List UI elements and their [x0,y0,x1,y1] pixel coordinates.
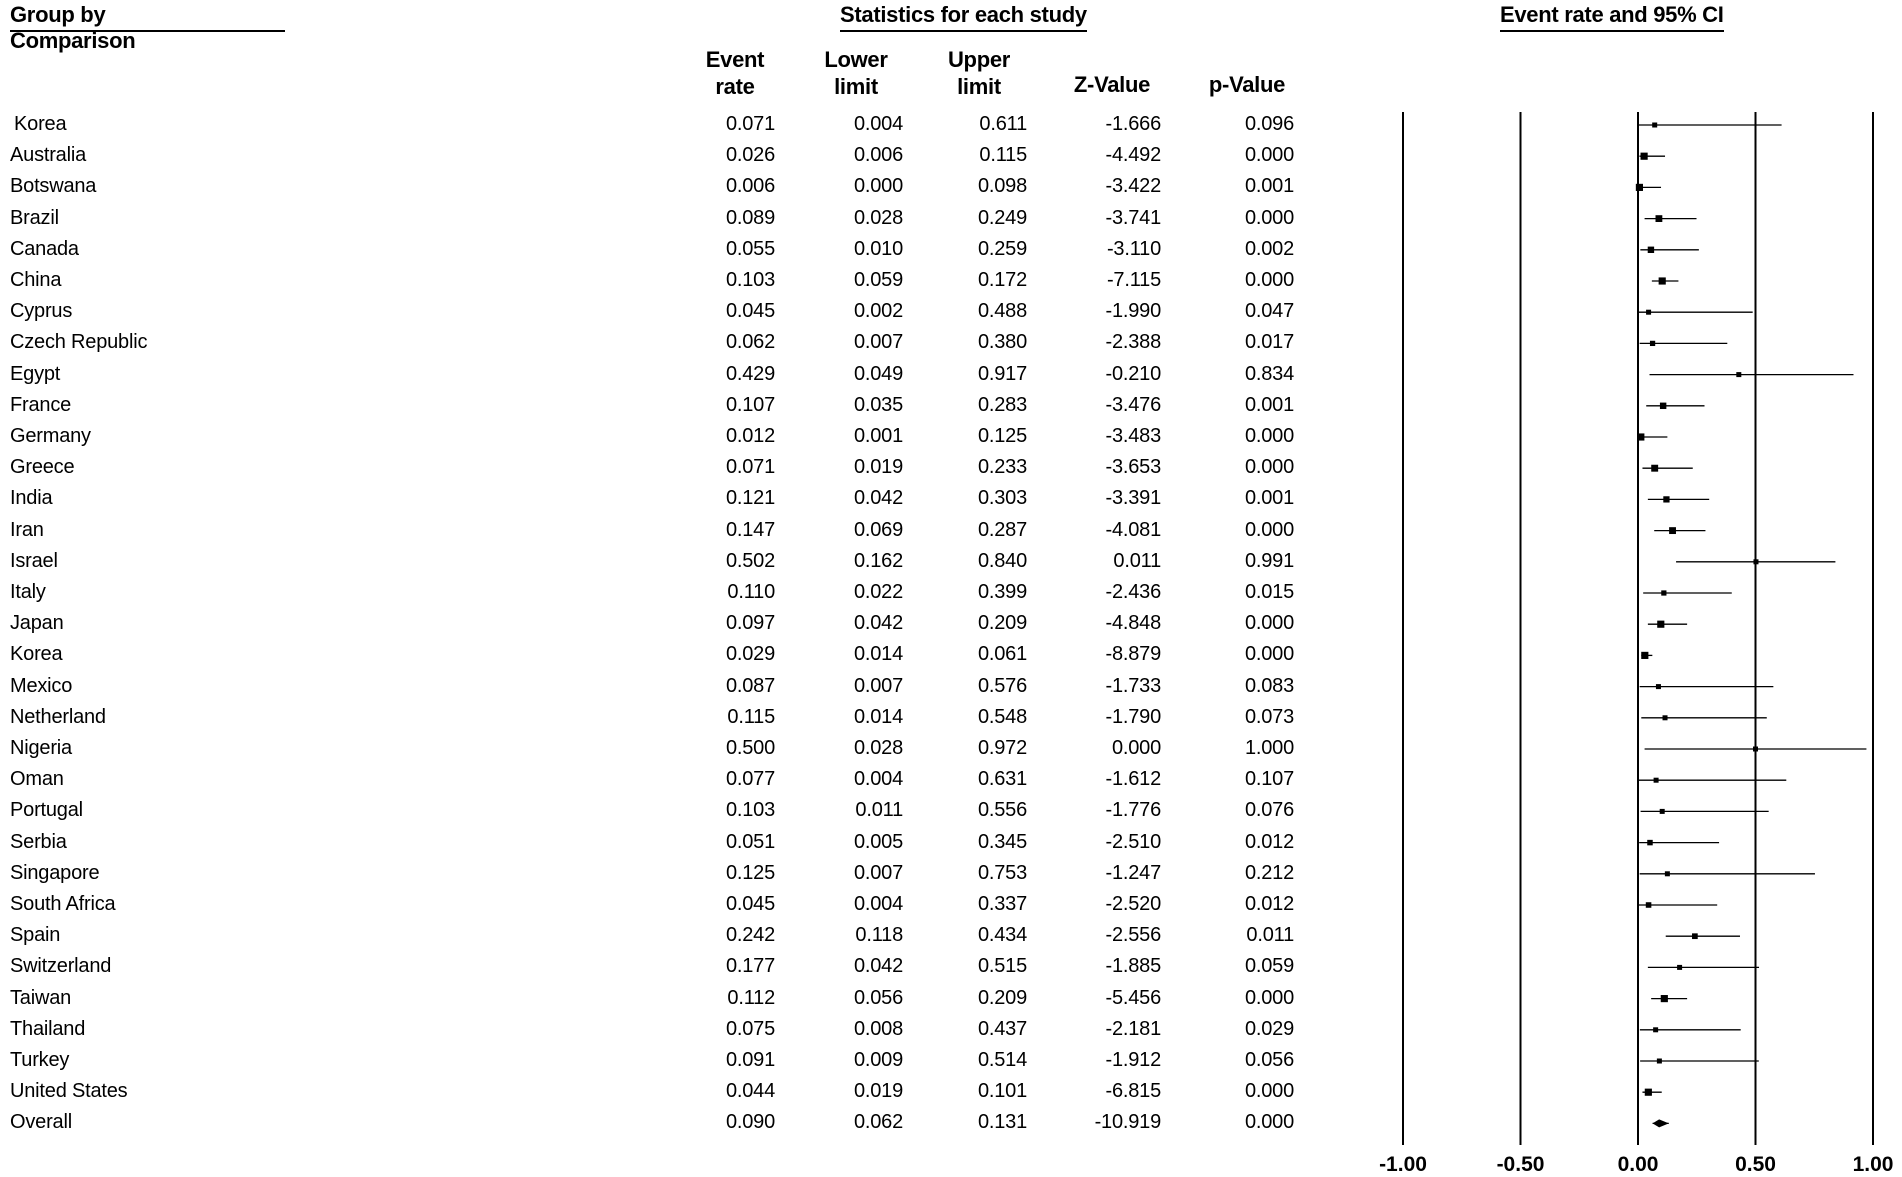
row-p-value: 0.991 [1244,549,1294,572]
row-label: Nigeria [10,737,72,759]
point-estimate [1636,184,1643,191]
row-event-rate: 0.112 [727,986,775,1009]
row-lower-limit: 0.010 [853,237,903,260]
row-upper-limit: 0.917 [977,362,1027,385]
row-p-value: 0.000 [1244,456,1294,479]
point-estimate [1651,465,1658,472]
row-upper-limit: 0.399 [977,581,1027,603]
column-header-line: rate [715,74,755,99]
column-header-line: limit [834,74,878,99]
row-label: China [10,269,62,291]
row-p-value: 0.011 [1246,924,1294,947]
row-p-value: 0.000 [1244,269,1294,291]
row-z-value: 0.011 [1113,549,1161,572]
stats-title: Statistics for each study [840,2,1087,32]
row-p-value: 0.001 [1244,393,1294,416]
group-by-header: Group by [10,2,285,32]
row-z-value: -2.556 [1105,924,1161,947]
row-event-rate: 0.055 [725,237,775,260]
point-estimate [1659,277,1666,284]
row-p-value: 0.000 [1244,425,1294,447]
row-lower-limit: 0.059 [853,269,903,291]
row-upper-limit: 0.380 [977,331,1027,354]
point-estimate [1665,871,1670,876]
row-label: Cyprus [10,300,73,323]
row-lower-limit: 0.022 [853,581,903,603]
row-label: Portugal [10,799,83,822]
row-label: Japan [10,612,64,635]
row-label: Mexico [10,674,73,697]
row-event-rate: 0.502 [725,549,775,572]
row-lower-limit: 0.014 [853,643,903,666]
ci-title: Event rate and 95% CI [1500,2,1724,32]
row-z-value: -3.483 [1105,425,1161,447]
point-estimate [1677,965,1682,970]
row-event-rate: 0.103 [725,799,775,822]
column-header-line: Event [705,47,765,72]
row-lower-limit: 0.042 [853,487,903,510]
row-p-value: 0.029 [1244,1017,1294,1040]
row-upper-limit: 0.753 [977,861,1027,884]
row-lower-limit: 0.008 [853,1017,903,1040]
point-estimate [1663,715,1668,720]
row-lower-limit: 0.004 [853,113,903,135]
row-label: Iran [10,518,44,541]
row-label: Turkey [10,1049,70,1071]
row-p-value: 0.001 [1244,175,1294,198]
row-upper-limit: 0.548 [977,705,1027,728]
comparison-header: Comparison [10,28,136,53]
row-upper-limit: 0.434 [977,924,1027,947]
row-p-value: 0.107 [1244,768,1294,791]
row-p-value: 0.096 [1244,113,1294,135]
row-lower-limit: 0.162 [853,549,903,572]
point-estimate [1663,496,1669,502]
row-z-value: 0.000 [1111,737,1161,759]
point-estimate [1647,840,1652,845]
row-z-value: -2.520 [1105,893,1161,915]
row-p-value: 0.012 [1244,893,1294,915]
row-label: India [10,487,53,510]
row-p-value: 0.000 [1244,643,1294,666]
row-event-rate: 0.062 [725,331,775,354]
overall-diamond [1653,1119,1669,1127]
row-lower-limit: 0.028 [853,206,903,229]
row-z-value: -3.476 [1105,393,1161,416]
row-z-value: -5.456 [1105,986,1161,1009]
row-upper-limit: 0.345 [977,830,1027,853]
row-upper-limit: 0.131 [977,1111,1027,1134]
row-event-rate: 0.051 [725,830,775,853]
row-p-value: 0.002 [1244,237,1294,260]
row-z-value: -2.510 [1105,830,1161,853]
row-upper-limit: 0.840 [977,549,1027,572]
row-upper-limit: 0.101 [977,1080,1027,1103]
row-upper-limit: 0.209 [977,612,1027,635]
row-upper-limit: 0.337 [977,893,1027,915]
point-estimate [1656,215,1663,222]
point-estimate [1692,933,1698,939]
row-lower-limit: 0.011 [855,799,903,822]
point-estimate [1736,372,1741,377]
row-event-rate: 0.500 [725,737,775,759]
row-lower-limit: 0.118 [855,924,903,947]
row-label: Thailand [10,1017,86,1040]
row-event-rate: 0.075 [725,1017,775,1040]
row-lower-limit: 0.014 [853,705,903,728]
row-lower-limit: 0.002 [853,300,903,323]
point-estimate [1660,403,1666,409]
row-upper-limit: 0.125 [977,425,1027,447]
row-event-rate: 0.107 [725,393,775,416]
row-lower-limit: 0.007 [853,674,903,697]
point-estimate [1669,527,1676,534]
row-label: United States [10,1080,128,1103]
row-upper-limit: 0.437 [977,1017,1027,1040]
row-z-value: -1.776 [1105,799,1161,822]
row-z-value: -1.990 [1105,300,1161,323]
row-label: Botswana [10,175,97,198]
point-estimate [1646,310,1651,315]
row-z-value: -10.919 [1094,1111,1161,1134]
row-event-rate: 0.045 [725,300,775,323]
row-z-value: -1.885 [1105,955,1161,978]
row-upper-limit: 0.972 [977,737,1027,759]
point-estimate [1646,902,1652,908]
point-estimate [1641,153,1648,160]
row-p-value: 0.076 [1244,799,1294,822]
row-event-rate: 0.026 [725,144,775,167]
row-z-value: -1.612 [1105,768,1161,791]
row-lower-limit: 0.004 [853,893,903,915]
row-upper-limit: 0.515 [977,955,1027,978]
row-lower-limit: 0.019 [853,456,903,479]
row-lower-limit: 0.005 [853,830,903,853]
row-p-value: 0.000 [1244,206,1294,229]
row-p-value: 0.059 [1244,955,1294,978]
row-event-rate: 0.071 [725,113,775,135]
row-event-rate: 0.177 [725,955,775,978]
row-lower-limit: 0.001 [853,425,903,447]
row-p-value: 0.056 [1244,1049,1294,1071]
point-estimate [1753,747,1758,752]
row-event-rate: 0.012 [725,425,775,447]
row-lower-limit: 0.028 [853,737,903,759]
row-event-rate: 0.147 [725,518,775,541]
row-p-value: 0.000 [1244,1111,1294,1134]
row-z-value: -2.181 [1105,1017,1161,1040]
row-label: France [10,393,72,416]
row-upper-limit: 0.098 [977,175,1027,198]
row-z-value: -1.247 [1105,861,1161,884]
row-label: South Africa [10,893,116,915]
point-estimate [1661,590,1666,595]
row-label: Australia [10,144,87,167]
row-upper-limit: 0.488 [977,300,1027,323]
row-upper-limit: 0.611 [979,113,1027,135]
row-z-value: -3.741 [1105,206,1161,229]
row-z-value: -0.210 [1105,362,1161,385]
row-p-value: 0.212 [1244,861,1294,884]
row-event-rate: 0.115 [727,705,775,728]
point-estimate [1650,341,1655,346]
row-label: Overall [10,1111,72,1134]
row-event-rate: 0.077 [725,768,775,791]
row-label: Italy [10,581,46,603]
row-label: Spain [10,924,61,947]
row-upper-limit: 0.283 [977,393,1027,416]
row-z-value: -2.388 [1105,331,1161,354]
point-estimate [1641,652,1648,659]
row-z-value: -4.492 [1105,144,1161,167]
point-estimate [1660,809,1665,814]
row-upper-limit: 0.287 [977,518,1027,541]
column-header-line: Z-Value [1073,72,1151,97]
row-z-value: -1.666 [1105,113,1161,135]
row-upper-limit: 0.303 [977,487,1027,510]
row-label: Greece [10,456,75,479]
row-p-value: 0.073 [1244,705,1294,728]
row-upper-limit: 0.556 [977,799,1027,822]
row-z-value: -3.422 [1105,175,1161,198]
row-p-value: 0.017 [1244,331,1294,354]
row-p-value: 0.000 [1244,518,1294,541]
point-estimate [1661,995,1668,1002]
point-estimate [1645,1089,1652,1096]
row-label: Egypt [10,362,61,385]
row-lower-limit: 0.069 [853,518,903,541]
row-upper-limit: 0.061 [977,643,1027,666]
x-tick-label: -0.50 [1496,1153,1545,1176]
row-p-value: 0.012 [1244,830,1294,853]
row-z-value: -1.790 [1105,705,1161,728]
point-estimate [1656,684,1661,689]
row-z-value: -2.436 [1105,581,1161,603]
row-lower-limit: 0.007 [853,861,903,884]
row-lower-limit: 0.009 [853,1049,903,1071]
row-p-value: 1.000 [1244,737,1294,759]
row-lower-limit: 0.035 [853,393,903,416]
row-p-value: 0.000 [1244,1080,1294,1103]
row-lower-limit: 0.000 [853,175,903,198]
row-event-rate: 0.125 [725,861,775,884]
row-lower-limit: 0.042 [853,955,903,978]
row-z-value: -6.815 [1105,1080,1161,1103]
row-lower-limit: 0.007 [853,331,903,354]
point-estimate [1652,123,1657,128]
row-p-value: 0.000 [1244,144,1294,167]
row-p-value: 0.000 [1244,986,1294,1009]
row-label: Czech Republic [10,331,148,354]
point-estimate [1657,621,1664,628]
point-estimate [1648,247,1654,253]
row-z-value: -3.110 [1106,237,1161,260]
row-z-value: -8.879 [1105,643,1161,666]
row-event-rate: 0.091 [725,1049,775,1071]
row-upper-limit: 0.249 [977,206,1027,229]
row-upper-limit: 0.115 [979,144,1027,167]
row-label: Brazil [10,206,59,229]
row-event-rate: 0.103 [725,269,775,291]
row-event-rate: 0.045 [725,893,775,915]
row-event-rate: 0.006 [725,175,775,198]
row-event-rate: 0.121 [725,487,775,510]
row-lower-limit: 0.049 [853,362,903,385]
row-label: Netherland [10,705,106,728]
column-header-line: Lower [824,47,888,72]
row-upper-limit: 0.233 [977,456,1027,479]
row-event-rate: 0.089 [725,206,775,229]
row-upper-limit: 0.576 [977,674,1027,697]
row-label: Oman [10,768,64,791]
column-header-line: limit [957,74,1001,99]
column-header-line: Upper [947,47,1011,72]
row-event-rate: 0.087 [725,674,775,697]
point-estimate [1637,433,1644,440]
row-z-value: -7.115 [1106,269,1161,291]
point-estimate [1753,559,1758,564]
x-tick-label: 0.50 [1735,1153,1776,1176]
row-lower-limit: 0.006 [853,144,903,167]
row-label: Serbia [10,830,67,853]
row-p-value: 0.015 [1244,581,1294,603]
point-estimate [1657,1059,1662,1064]
row-event-rate: 0.044 [725,1080,775,1103]
row-z-value: -3.391 [1105,487,1161,510]
row-event-rate: 0.029 [725,643,775,666]
row-upper-limit: 0.631 [977,768,1027,791]
row-z-value: -4.081 [1105,518,1161,541]
row-z-value: -3.653 [1105,456,1161,479]
row-p-value: 0.047 [1244,300,1294,323]
row-event-rate: 0.071 [725,456,775,479]
x-tick-label: 1.00 [1852,1153,1894,1176]
row-label: Taiwan [10,986,72,1009]
row-label: Germany [10,425,91,447]
row-p-value: 0.834 [1244,362,1294,385]
x-tick-label: -1.00 [1379,1153,1427,1176]
row-lower-limit: 0.062 [853,1111,903,1134]
row-z-value: -1.733 [1105,674,1161,697]
row-z-value: -1.912 [1105,1049,1161,1071]
row-upper-limit: 0.209 [977,986,1027,1009]
row-label: Israel [10,549,58,572]
row-label: Switzerland [10,955,112,978]
row-label: Canada [10,237,79,260]
row-lower-limit: 0.056 [853,986,903,1009]
row-event-rate: 0.097 [725,612,775,635]
row-p-value: 0.001 [1244,487,1294,510]
row-p-value: 0.083 [1244,674,1294,697]
point-estimate [1653,1027,1658,1032]
row-label: Singapore [10,861,100,884]
row-upper-limit: 0.514 [977,1049,1027,1071]
row-upper-limit: 0.259 [977,237,1027,260]
row-lower-limit: 0.019 [853,1080,903,1103]
x-tick-label: 0.00 [1617,1153,1659,1176]
point-estimate [1654,778,1659,783]
row-label: Korea [14,113,67,135]
row-lower-limit: 0.004 [853,768,903,791]
row-event-rate: 0.110 [727,581,775,603]
row-lower-limit: 0.042 [853,612,903,635]
row-event-rate: 0.090 [725,1111,775,1134]
column-header-line: p-Value [1208,72,1286,97]
row-event-rate: 0.429 [725,362,775,385]
row-p-value: 0.000 [1244,612,1294,635]
row-upper-limit: 0.172 [977,269,1027,291]
row-event-rate: 0.242 [725,924,775,947]
row-label: Korea [10,643,63,666]
row-z-value: -4.848 [1105,612,1161,635]
